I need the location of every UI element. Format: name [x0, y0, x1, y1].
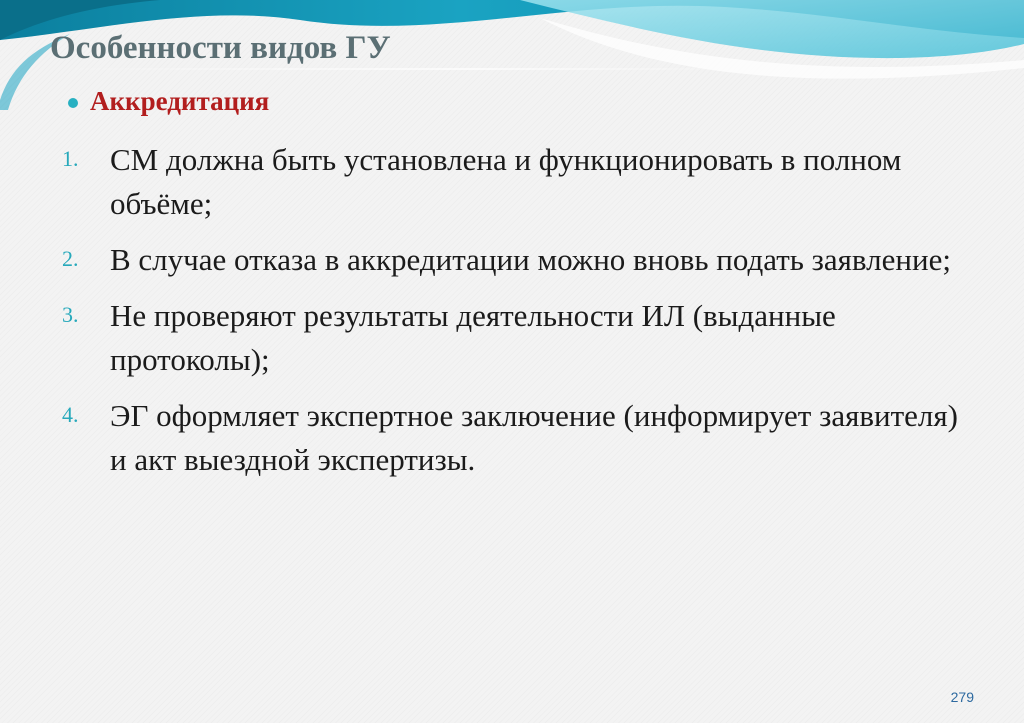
numbered-list [62, 138, 962, 494]
list-item-text: СМ должна быть установлена и функционировать в полном объёме; [110, 142, 902, 221]
subheading [68, 86, 269, 117]
list-item-text: ЭГ оформляет экспертное заключение (информирует заявителя) и акт выездной экспертизы. [110, 398, 958, 477]
list-item [62, 294, 962, 382]
list-item [62, 394, 962, 482]
list-item-text: Не проверяют результаты деятельности ИЛ (выданные протоколы); [110, 298, 836, 377]
list-item-number: 1. [62, 146, 79, 171]
list-item-number: 2. [62, 246, 79, 271]
list-item-number: 4. [62, 402, 79, 427]
list-item-text: В случае отказа в аккредитации можно вновь подать заявление; [110, 242, 951, 277]
list-item [62, 238, 962, 282]
list-item-number: 3. [62, 302, 79, 327]
subheading-text: Аккредитация [90, 86, 270, 116]
slide-title: Особенности видов ГУ [50, 30, 391, 66]
bullet-dot-icon [68, 98, 78, 108]
title-underline [50, 68, 750, 70]
page-number: 279 [950, 689, 974, 705]
list-item [62, 138, 962, 226]
